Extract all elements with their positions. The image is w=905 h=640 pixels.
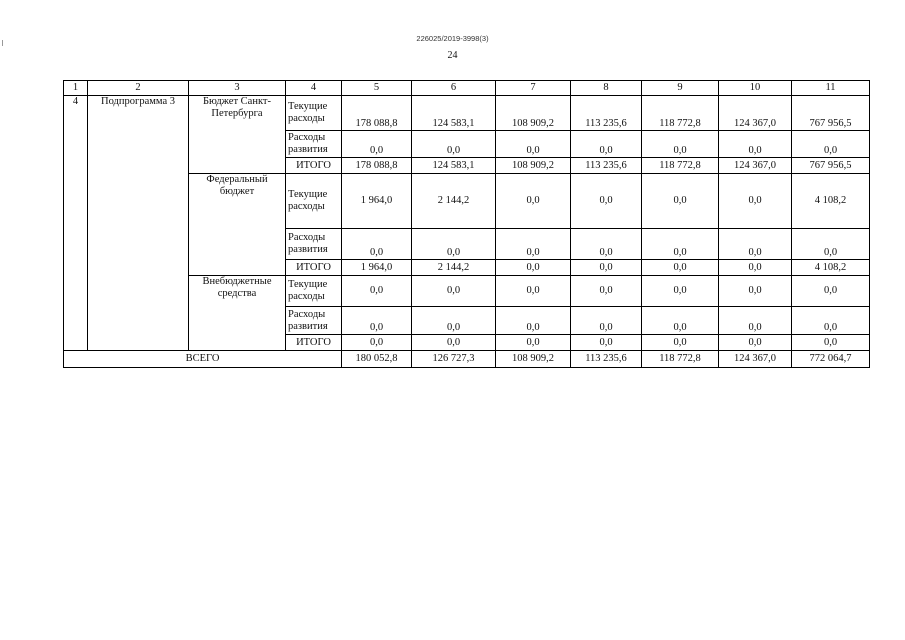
value-cell: 0,0: [342, 276, 412, 307]
value-cell: 0,0: [642, 260, 719, 276]
value-cell: 0,0: [571, 335, 642, 351]
value-cell: 772 064,7: [792, 351, 870, 368]
value-cell: 178 088,8: [342, 96, 412, 131]
column-header: 9: [642, 81, 719, 96]
value-cell: 0,0: [496, 335, 571, 351]
expense-type-current: Текущие расходы: [286, 96, 342, 131]
value-cell: 118 772,8: [642, 158, 719, 174]
program-name: Подпрограмма 3: [88, 96, 189, 351]
source-spb: Бюджет Санкт-Петербурга: [189, 96, 286, 174]
value-cell: 180 052,8: [342, 351, 412, 368]
value-cell: 0,0: [496, 307, 571, 335]
column-header: 8: [571, 81, 642, 96]
column-header: 10: [719, 81, 792, 96]
value-cell: 0,0: [719, 260, 792, 276]
value-cell: 0,0: [571, 260, 642, 276]
value-cell: 0,0: [642, 131, 719, 158]
value-cell: 0,0: [412, 276, 496, 307]
value-cell: 108 909,2: [496, 96, 571, 131]
value-cell: 0,0: [792, 229, 870, 260]
value-cell: 0,0: [719, 229, 792, 260]
value-cell: 0,0: [719, 174, 792, 229]
source-federal: Федеральный бюджет: [189, 174, 286, 276]
value-cell: 1 964,0: [342, 174, 412, 229]
value-cell: 0,0: [571, 229, 642, 260]
value-cell: 124 583,1: [412, 158, 496, 174]
value-cell: 0,0: [342, 131, 412, 158]
value-cell: 124 367,0: [719, 96, 792, 131]
value-cell: 2 144,2: [412, 260, 496, 276]
expense-type-total: ИТОГО: [286, 158, 342, 174]
expense-type-development: Расходы развития: [286, 307, 342, 335]
value-cell: 4 108,2: [792, 260, 870, 276]
value-cell: 0,0: [642, 174, 719, 229]
value-cell: 0,0: [412, 131, 496, 158]
value-cell: 0,0: [342, 307, 412, 335]
value-cell: 0,0: [642, 335, 719, 351]
value-cell: 0,0: [571, 174, 642, 229]
source-offbudget: Внебюджетные средства: [189, 276, 286, 351]
value-cell: 118 772,8: [642, 96, 719, 131]
value-cell: 0,0: [571, 307, 642, 335]
value-cell: 0,0: [642, 276, 719, 307]
value-cell: 113 235,6: [571, 351, 642, 368]
column-header: 4: [286, 81, 342, 96]
document-id: 226025/2019-3998(3): [416, 34, 489, 43]
value-cell: 0,0: [412, 307, 496, 335]
value-cell: 0,0: [792, 276, 870, 307]
value-cell: 0,0: [792, 335, 870, 351]
row-number: 4: [64, 96, 88, 351]
value-cell: 124 367,0: [719, 158, 792, 174]
column-header: 3: [189, 81, 286, 96]
value-cell: 0,0: [719, 131, 792, 158]
value-cell: 1 964,0: [342, 260, 412, 276]
column-header: 1: [64, 81, 88, 96]
table-row: [64, 96, 870, 131]
value-cell: 0,0: [571, 276, 642, 307]
value-cell: 178 088,8: [342, 158, 412, 174]
value-cell: 113 235,6: [571, 158, 642, 174]
value-cell: 0,0: [642, 229, 719, 260]
expense-type-development: Расходы развития: [286, 229, 342, 260]
value-cell: 0,0: [496, 174, 571, 229]
value-cell: 124 583,1: [412, 96, 496, 131]
expense-type-total: ИТОГО: [286, 335, 342, 351]
page-number: 24: [447, 50, 458, 61]
value-cell: 126 727,3: [412, 351, 496, 368]
value-cell: 0,0: [792, 131, 870, 158]
value-cell: 767 956,5: [792, 96, 870, 131]
column-header: 7: [496, 81, 571, 96]
expense-type-development: Расходы развития: [286, 131, 342, 158]
value-cell: 108 909,2: [496, 351, 571, 368]
column-header: 6: [412, 81, 496, 96]
value-cell: 0,0: [719, 335, 792, 351]
value-cell: 0,0: [496, 229, 571, 260]
value-cell: 0,0: [719, 307, 792, 335]
value-cell: 0,0: [412, 335, 496, 351]
value-cell: 0,0: [792, 307, 870, 335]
grand-total-row: [64, 351, 870, 368]
value-cell: 0,0: [719, 276, 792, 307]
value-cell: 0,0: [496, 260, 571, 276]
value-cell: 2 144,2: [412, 174, 496, 229]
expense-type-current: Текущие расходы: [286, 174, 342, 229]
value-cell: 0,0: [642, 307, 719, 335]
value-cell: 767 956,5: [792, 158, 870, 174]
value-cell: 0,0: [496, 131, 571, 158]
value-cell: 0,0: [342, 335, 412, 351]
value-cell: 0,0: [496, 276, 571, 307]
column-header: 2: [88, 81, 189, 96]
value-cell: 0,0: [342, 229, 412, 260]
column-header: 5: [342, 81, 412, 96]
column-number-row: [64, 81, 870, 96]
grand-total-label: ВСЕГО: [64, 351, 342, 368]
value-cell: 0,0: [571, 131, 642, 158]
value-cell: 0,0: [412, 229, 496, 260]
value-cell: 124 367,0: [719, 351, 792, 368]
value-cell: 108 909,2: [496, 158, 571, 174]
expense-type-current: Текущие расходы: [286, 276, 342, 307]
expense-type-total: ИТОГО: [286, 260, 342, 276]
column-header: 11: [792, 81, 870, 96]
budget-table: [63, 80, 870, 368]
value-cell: 118 772,8: [642, 351, 719, 368]
value-cell: 113 235,6: [571, 96, 642, 131]
value-cell: 4 108,2: [792, 174, 870, 229]
